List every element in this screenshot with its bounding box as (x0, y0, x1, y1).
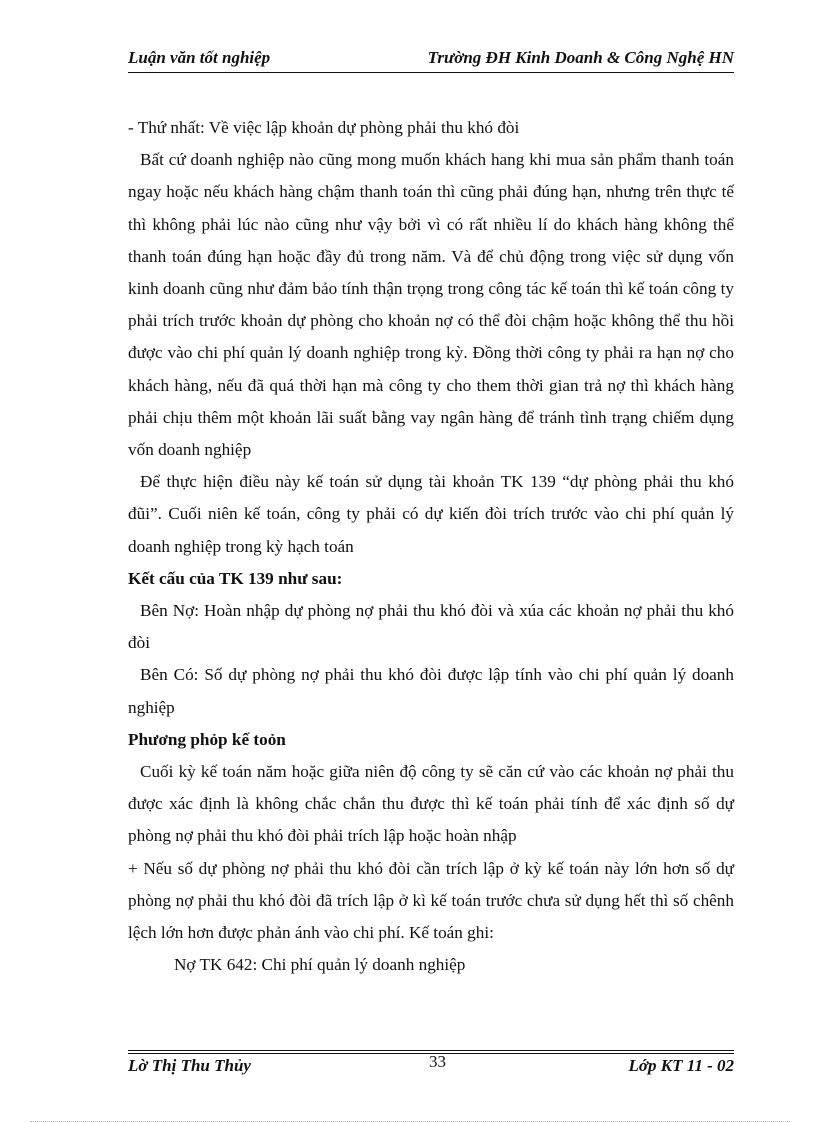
paragraph-credit-side: Bên Có: Số dự phòng nợ phải thu khó đòi được lập tính vào chi phí quản lý doanh nghiệp (128, 665, 734, 717)
page-edge-marker (30, 1121, 790, 1122)
footer-divider-top (128, 1050, 734, 1051)
heading-tk139-structure: Kết cấu của TK 139 như sau: (128, 568, 343, 588)
journal-entry-line: Nợ TK 642: Chi phí quản lý doanh nghiệp (174, 955, 466, 975)
page-number: 33 (429, 1052, 446, 1071)
paragraph-debit-side: Bên Nợ: Hoàn nhập dự phòng nợ phải thu khó đòi và xúa các khoản nợ phải thu khó đòi (128, 601, 734, 653)
header-university-name: Trường ĐH Kinh Doanh & Công Nghệ HN (427, 48, 734, 67)
paragraph-tk139-usage: Để thực hiện điều này kế toán sử dụng tài khoản TK 139 “dự phòng phải thu khó đũi”. Cuối niên kế toán, công ty phải có dự kiến đòi trích trước vào chi phí quản lý doanh nghiệp trong kỳ hạch toán (128, 472, 734, 556)
header-thesis-label: Luận văn tốt nghiệp (128, 48, 271, 67)
document-body (128, 112, 734, 981)
paragraph-period-end: Cuối kỳ kế toán năm hoặc giữa niên độ công ty sẽ căn cứ vào các khoản nợ phải thu được xác định là không chắc chắn thu được thì kế toán phải tính để xác định số dự phòng nợ phải thu khó đòi phải trích lập hoặc hoàn nhập (128, 762, 734, 846)
footer-class: Lớp KT 11 - 02 (628, 1056, 734, 1075)
page-footer (128, 1052, 734, 1078)
paragraph-provision-intro: Bất cứ doanh nghiệp nào cũng mong muốn khách hang khi mua sản phẩm thanh toán ngay hoặc nếu khách hàng chậm thanh toán thì cũng phải đúng hạn, nhưng trên thực tế thì không phải lúc nào cũng như vậy bởi vì có rất nhiều lí do khách hàng không thể thanh toán đúng hạn hoặc đầy đủ trong năm. Và để chủ động trong việc sử dụng vốn kinh doanh cũng như đảm bảo tính thận trọng trong công tác kế toán thì kế toán công ty phải trích trước khoản dự phòng cho khoản nợ có thể đòi chậm hoặc không thể thu hồi được vào chi phí quản lý doanh nghiệp trong kỳ. Đồng thời công ty phải ra hạn nợ cho khách hàng, nếu đã quá thời hạn mà công ty cho them thời gian trả nợ thì khách hàng phải chịu thêm một khoản lãi suất bằng vay ngân hàng để tránh tình trạng chiếm dụng vốn doanh nghiệp (128, 150, 734, 460)
footer-author: Lờ Thị Thu Thủy (128, 1056, 251, 1075)
paragraph-first-point: - Thứ nhất: Về việc lập khoản dự phòng phải thu khó đòi (128, 118, 520, 137)
page-header (128, 48, 734, 72)
header-divider (128, 72, 734, 73)
heading-accounting-method: Phương phỏp kế toỏn (128, 729, 286, 749)
paragraph-provision-increase: + Nếu số dự phòng nợ phải thu khó đòi cần trích lập ở kỳ kế toán này lớn hơn số dự phòng nợ phải thu khó đòi đã trích lập ở kì kế toán trước chưa sử dụng hết thì số chênh lệch lớn hơn được phản ánh vào chi phí. Kế toán ghi: (128, 858, 734, 943)
